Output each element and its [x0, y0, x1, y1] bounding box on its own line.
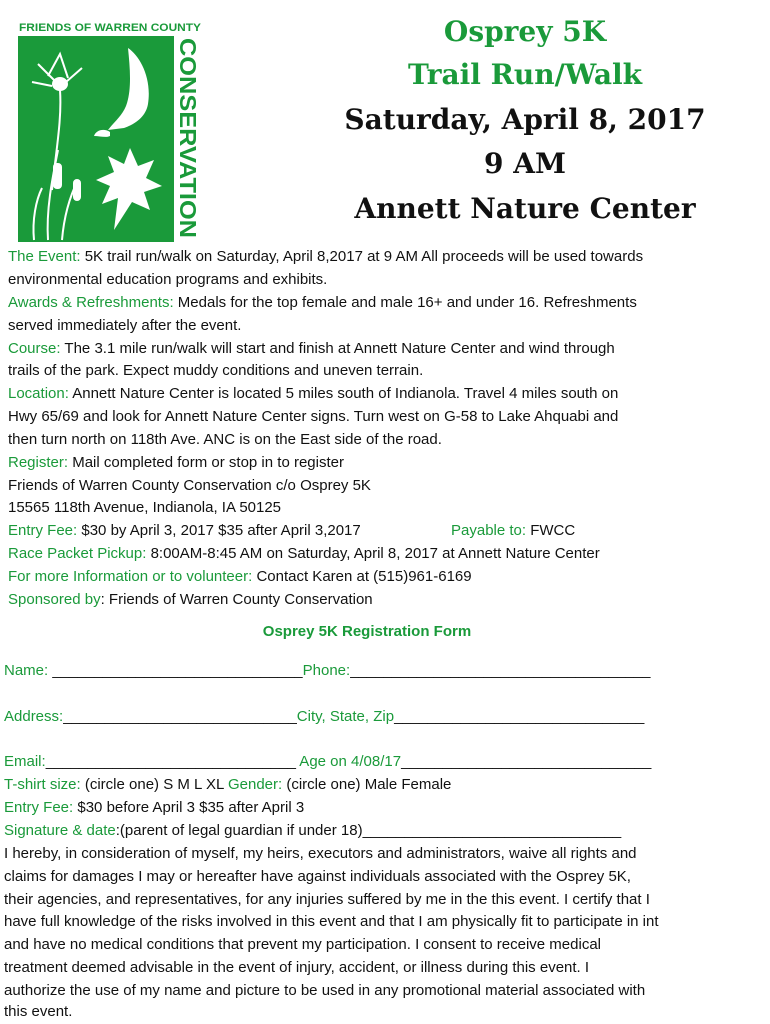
event-description: The Event: 5K trail run/walk on Saturday, April 8,2017 at 9 AM All proceeds will be used towards — [8, 248, 644, 265]
gender-label: Gender: — [227, 776, 283, 793]
waiver-line: have full knowledge of the risks involved in this event and that I am physically fit to participate in int — [4, 913, 659, 930]
waiver-line: claims for damages I may or hereafter have against individuals associated with the Osprey 5K, — [4, 868, 631, 885]
waiver-line: I hereby, in consideration of myself, my heirs, executors and administrators, waive all rights and — [4, 845, 637, 862]
age-label: Age on 4/08/17 — [295, 753, 402, 770]
email-age-row — [4, 752, 651, 772]
awards-description: Awards & Refreshments: Medals for the top female and male 16+ and under 16. Refreshments — [8, 294, 637, 311]
location-label: Location: — [8, 385, 69, 402]
sponsored-by-label: Sponsored by — [8, 591, 101, 608]
payable-to-label: Payable to: — [451, 522, 527, 539]
waiver-line: treatment deemed advisable in the event of injury, accident, or illness during this event. I — [4, 959, 590, 976]
waiver-line: authorize the use of my name and picture to be used in any promotional material associated with — [4, 982, 646, 999]
address-field[interactable]: ____________________________ — [63, 708, 297, 725]
waiver-line: this event. — [4, 1003, 73, 1020]
entry-fee-info: Entry Fee: $30 by April 3, 2017 $35 after April 3,2017 — [8, 522, 361, 539]
signature-field[interactable]: _______________________________ — [362, 822, 622, 839]
event-description-cont: environmental education programs and exhibits. — [8, 271, 328, 288]
tshirt-gender-row — [4, 775, 451, 795]
registration-form-title: Osprey 5K Registration Form — [262, 623, 472, 640]
event-title: Osprey 5K — [443, 15, 607, 48]
email-field[interactable]: ______________________________ — [45, 753, 296, 770]
payable-to-info: Payable to: FWCC — [451, 522, 576, 539]
name-field[interactable]: ______________________________ — [52, 662, 303, 679]
location-description-cont2: then turn north on 118th Ave. ANC is on the East side of the road. — [8, 431, 442, 448]
awards-description-cont: served immediately after the event. — [8, 317, 242, 334]
friends-of-warren-county-conservation-logo — [18, 20, 202, 242]
city-state-zip-field[interactable]: ______________________________ — [394, 708, 645, 725]
course-description-cont: trails of the park. Expect muddy conditions and uneven terrain. — [8, 362, 424, 379]
waiver-line: their agencies, and representatives, for any injuries suffered by me in the this event. I certify that I — [4, 891, 650, 908]
signature-row: Signature & date:(parent of legal guardian if under 18)_______________________________ — [4, 822, 622, 839]
entry-fee-label: Entry Fee: — [8, 522, 78, 539]
more-info-label: For more Information or to volunteer: — [8, 568, 253, 585]
location-description-cont: Hwy 65/69 and look for Annett Nature Center signs. Turn west on G-58 to Lake Ahquabi and — [8, 408, 619, 425]
signature-label: Signature & date — [4, 822, 116, 839]
event-label: The Event: — [8, 248, 81, 265]
register-address-street: 15565 118th Avenue, Indianola, IA 50125 — [8, 499, 282, 516]
sponsored-by-info: Sponsored by: Friends of Warren County Conservation — [8, 591, 373, 608]
city-state-zip-label: City, State, Zip — [296, 708, 395, 725]
name-label: Name: — [4, 662, 53, 679]
packet-pickup-label: Race Packet Pickup: — [8, 545, 147, 562]
address-label: Address: — [4, 708, 64, 725]
gender-options[interactable]: (circle one) Male Female — [282, 776, 452, 793]
event-time: 9 AM — [484, 147, 566, 180]
location-description: Location: Annett Nature Center is located 5 miles south of Indianola. Travel 4 miles south on — [8, 385, 619, 402]
form-fee-label: Entry Fee: — [4, 799, 74, 816]
name-phone-row — [4, 661, 651, 681]
event-subtitle: Trail Run/Walk — [407, 58, 643, 91]
form-fee-row: Entry Fee: $30 before April 3 $35 after April 3 — [4, 799, 305, 816]
register-address-name: Friends of Warren County Conservation c/o Osprey 5K — [8, 477, 371, 494]
logo-top-text: FRIENDS OF WARREN COUNTY — [19, 22, 202, 34]
packet-pickup-info: Race Packet Pickup: 8:00AM-8:45 AM on Saturday, April 8, 2017 at Annett Nature Center — [8, 545, 600, 562]
tshirt-label: T-shirt size: — [4, 776, 81, 793]
event-date: Saturday, April 8, 2017 — [344, 103, 706, 136]
awards-label: Awards & Refreshments: — [8, 294, 174, 311]
register-label: Register: — [8, 454, 69, 471]
register-description: Register: Mail completed form or stop in to register — [8, 454, 344, 471]
course-description: Course: The 3.1 mile run/walk will start and finish at Annett Nature Center and wind through — [8, 340, 615, 357]
course-label: Course: — [8, 340, 61, 357]
email-label: Email: — [4, 753, 46, 770]
event-venue: Annett Nature Center — [354, 192, 696, 225]
waiver-line: and have no medical conditions that prevent my participation. I consent to receive medical — [4, 936, 601, 953]
tshirt-options[interactable]: (circle one) S M L XL — [80, 776, 228, 793]
address-row — [4, 707, 644, 727]
logo-side-text: CONSERVATION — [175, 38, 201, 220]
age-field[interactable]: ______________________________ — [401, 753, 652, 770]
phone-field[interactable]: ____________________________________ — [350, 662, 651, 679]
more-info: For more Information or to volunteer: Contact Karen at (515)961-6169 — [8, 568, 472, 585]
phone-label: Phone: — [302, 662, 351, 679]
